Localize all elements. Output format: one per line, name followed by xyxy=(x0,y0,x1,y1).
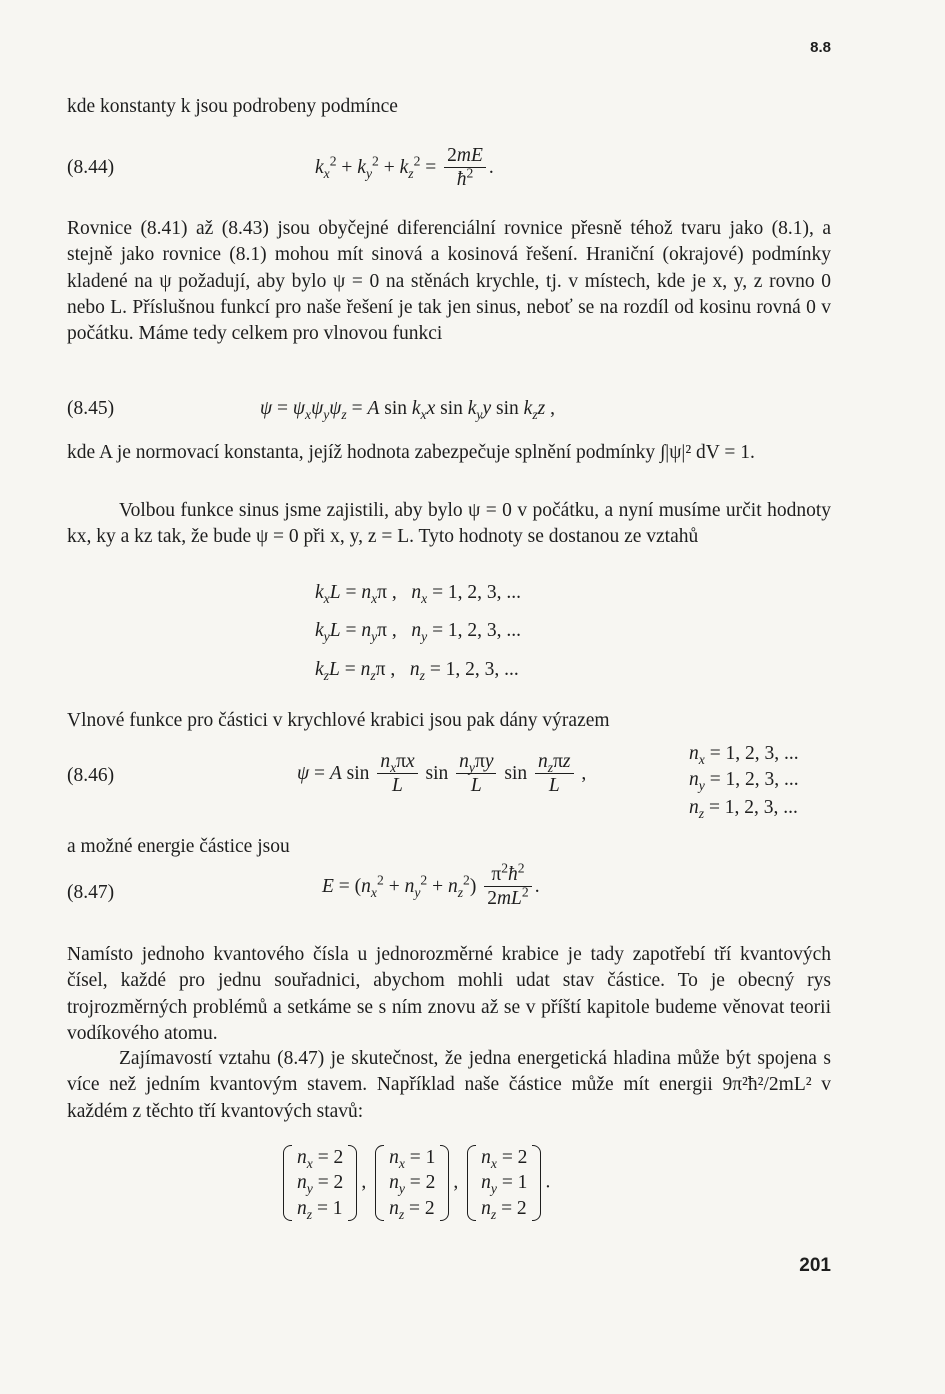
states-row: $n_x = 2$ $n_y = 2$ $n_z = 1$ , $n_x = 1$ $n_y = 2$ $n_z = 2$ , $n_x = 2$ $n_y = 1$ $n_z = 2$ . xyxy=(279,1145,550,1221)
section-number: 8.8 xyxy=(810,39,831,56)
condition-ny: $n_y = 1$, 2, 3, ... xyxy=(689,769,799,793)
equation-label: (8.44) xyxy=(67,157,115,178)
wavenumber-relations xyxy=(67,580,831,690)
relation-z: $k_zL = n_z\pi$ , $n_z = 1$, 2, 3, ... xyxy=(315,659,519,683)
equation-8-47 xyxy=(67,862,831,922)
relation-y: $k_yL = n_y\pi$ , $n_y = 1$, 2, 3, ... xyxy=(315,620,522,644)
equation-label: (8.47) xyxy=(67,882,115,903)
condition-nz: $n_z = 1$, 2, 3, ... xyxy=(689,797,798,821)
state-1: $n_x = 2$ $n_y = 2$ $n_z = 1$ xyxy=(283,1145,357,1221)
equation-label: (8.46) xyxy=(67,765,115,786)
paragraph-1: kde konstanty k jsou podrobeny podmínce xyxy=(67,96,398,117)
paragraph-3: kde A je normovací konstanta, jejíž hodnota zabezpečuje splnění podmínky ∫|ψ|² dV = 1. xyxy=(67,442,755,463)
equation-label: (8.45) xyxy=(67,398,115,419)
state-3: $n_x = 2$ $n_y = 1$ $n_z = 2$ xyxy=(467,1145,541,1221)
paragraph-6: a možné energie částice jsou xyxy=(67,836,290,857)
paragraph-5: Vlnové funkce pro částici v krychlové krabici jsou pak dány výrazem xyxy=(67,710,610,731)
equation-body: $E = (n_x^2 + n_y^2 + n_z^2)$ $\frac{\pi^2ħ^2}{2mL^2}$ . xyxy=(322,860,540,910)
relation-x: $k_xL = n_x\pi$ , $n_x = 1$, 2, 3, ... xyxy=(315,582,522,606)
equation-body: $k_x^2 + k_y^2 + k_z^2$ = $\frac{2mE}{ħ^2}$ . xyxy=(315,145,494,191)
degenerate-states xyxy=(67,1145,831,1231)
equation-body: ψ = A sin $\frac{n_x\pi x}{L}$ sin $\frac{n_y\pi y}{L}$ sin $\frac{n_z\pi z}{L}$ , xyxy=(297,751,587,797)
paragraph-8: Zajímavostí vztahu (8.47) je skutečnost, že jedna energetická hladina může být spojena s více než jedním kvantovým stavem. Například naše částice může mít energii 9π²ħ²/2mL² v každém z těchto tří kvantových stavů: xyxy=(67,1048,831,1122)
equation-body: $\psi = \psi_x\psi_y\psi_z = A$ $\sin k_xx$ $\sin k_yy$ $\sin k_zz$ , xyxy=(260,398,555,422)
paragraph-4: Volbou funkce sinus jsme zajistili, aby bylo ψ = 0 v počátku, a nyní musíme určit hodnoty kx, ky a kz tak, že bude ψ = 0 při x, y, z = L. Tyto hodnoty se dostanou ze vztahů xyxy=(67,500,831,548)
equation-8-45 xyxy=(67,396,831,426)
state-2: $n_x = 1$ $n_y = 2$ $n_z = 2$ xyxy=(375,1145,449,1221)
equation-8-44 xyxy=(67,145,831,201)
paragraph-7: Namísto jednoho kvantového čísla u jednorozměrné krabice je tady zapotřebí tří kvantových čísel, každé pro jednu souřadnici, abychom mohli udat stav částice. To je obecný rys trojrozměrných problémů a setkáme se s ním znovu až se v příští kapitole budeme věnovat teorii vodíkového atomu. xyxy=(67,944,831,1044)
page-number: 201 xyxy=(799,1255,831,1276)
paragraph-2: Rovnice (8.41) až (8.43) jsou obyčejné diferenciální rovnice přesně téhož tvaru jako (8.1), a stejně jako rovnice (8.1) mohou mít sinová a kosinová řešení. Hraniční (okrajové) podmínky kladené na ψ požadují, aby bylo ψ = 0 na stěnách krychle, tj. v místech, kde je x, y, z rovno 0 nebo L. Příslušnou funkcí pro naše řešení je tak jen sinus, neboť se na rozdíl od kosinu rovná 0 v počátku. Máme tedy celkem pro vlnovou funkci xyxy=(67,218,831,345)
equation-8-46 xyxy=(67,745,831,827)
condition-nx: $n_x = 1$, 2, 3, ... xyxy=(689,743,799,767)
